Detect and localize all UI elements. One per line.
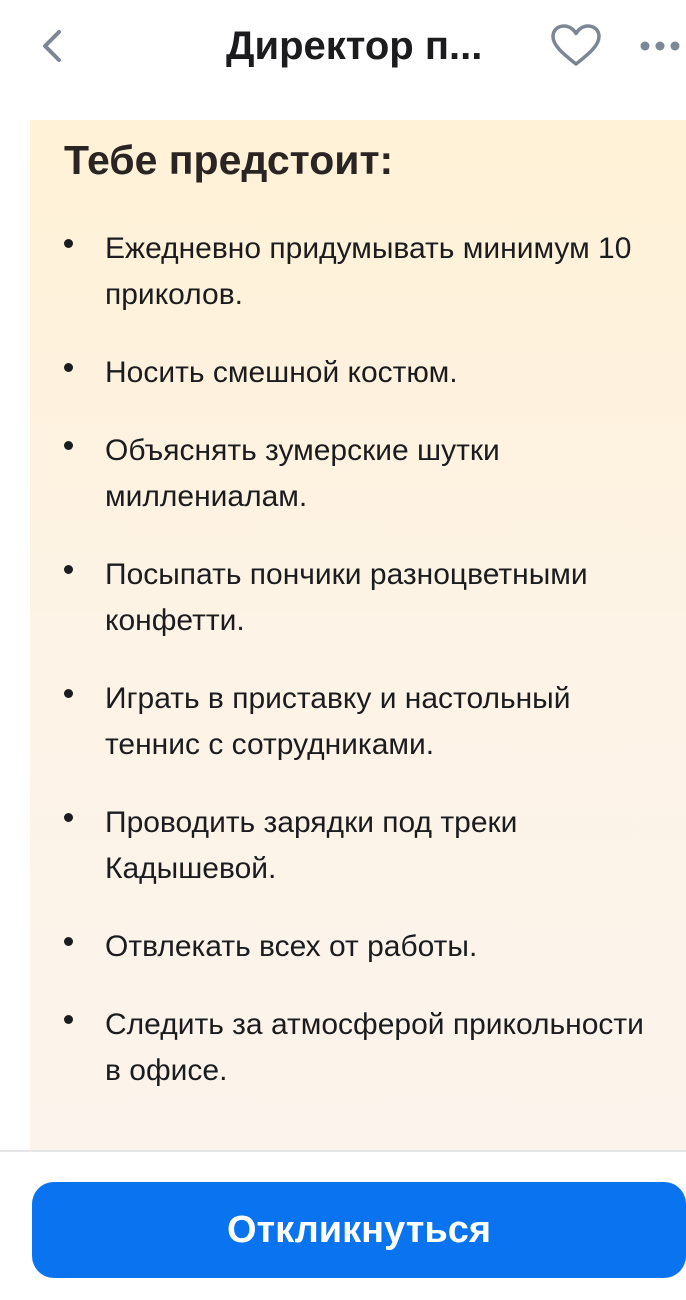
list-item bbox=[30, 226, 686, 318]
bullet-icon bbox=[64, 565, 73, 574]
bullet-icon bbox=[64, 1015, 73, 1024]
bullet-icon bbox=[64, 363, 73, 372]
duty-text: Ежедневно придумывать минимум 10 приколов. bbox=[105, 232, 632, 311]
duty-text: Посыпать пончики разноцветными конфетти. bbox=[105, 558, 588, 637]
top-bar bbox=[0, 0, 686, 92]
page-title: Директор п... bbox=[226, 24, 483, 68]
duty-text: Носить смешной костюм. bbox=[105, 356, 458, 389]
list-item bbox=[30, 924, 686, 970]
heart-icon bbox=[550, 24, 602, 68]
apply-button[interactable]: Откликнуться bbox=[32, 1182, 686, 1278]
duty-text: Отвлекать всех от работы. bbox=[105, 930, 478, 963]
footer-divider bbox=[0, 1150, 686, 1152]
more-dots-icon bbox=[638, 39, 682, 53]
duty-text: Следить за атмосферой прикольности в офисе. bbox=[105, 1008, 644, 1087]
bullet-icon bbox=[64, 689, 73, 698]
bullet-icon bbox=[64, 937, 73, 946]
duties-card bbox=[30, 120, 686, 1150]
list-item bbox=[30, 552, 686, 644]
bullet-icon bbox=[64, 441, 73, 450]
more-button[interactable] bbox=[634, 18, 686, 74]
list-item bbox=[30, 350, 686, 396]
chevron-left-icon bbox=[37, 26, 67, 66]
list-item bbox=[30, 428, 686, 520]
duties-list bbox=[30, 226, 686, 1094]
bullet-icon bbox=[64, 813, 73, 822]
duty-text: Играть в приставку и настольный теннис с сотрудниками. bbox=[105, 682, 571, 761]
duties-heading: Тебе предстоит: bbox=[64, 137, 394, 183]
favorite-button[interactable] bbox=[546, 18, 606, 74]
list-item bbox=[30, 676, 686, 768]
list-item bbox=[30, 1002, 686, 1094]
list-item bbox=[30, 800, 686, 892]
bullet-icon bbox=[64, 239, 73, 248]
back-button[interactable] bbox=[24, 18, 80, 74]
duty-text: Объяснять зумерские шутки миллениалам. bbox=[105, 434, 500, 513]
duty-text: Проводить зарядки под треки Кадышевой. bbox=[105, 806, 518, 885]
